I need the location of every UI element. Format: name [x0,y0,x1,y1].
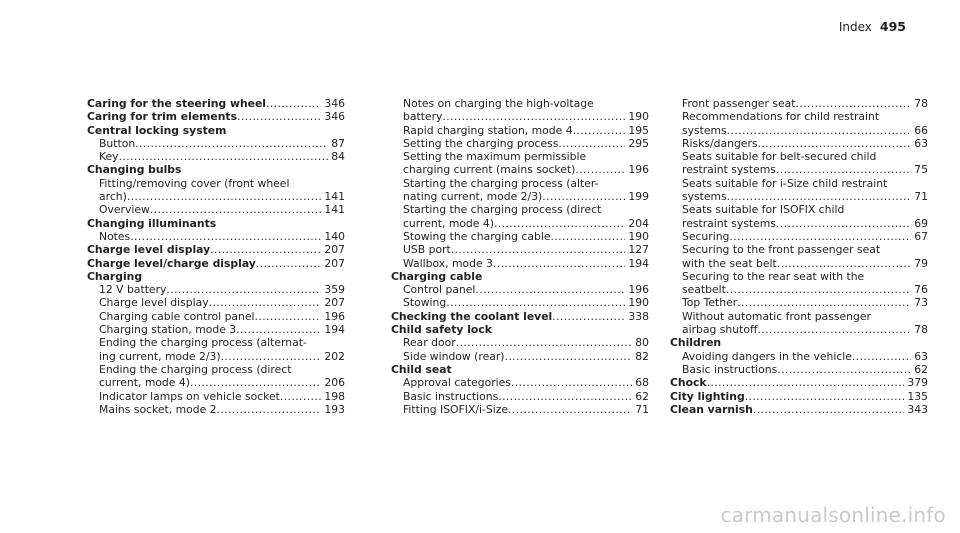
page-reference: 62 [635,389,649,403]
entry-label: current, mode 4) [403,216,494,230]
index-entry-text: Ending the charging process (alternat- [99,336,307,350]
index-entry [391,336,649,349]
index-column-2 [391,97,649,416]
page-reference: 63 [914,349,928,363]
index-entry [670,163,928,176]
index-heading: Central locking system [87,123,227,137]
leader-dots [542,190,625,203]
entry-label: Rear door [403,336,456,350]
leader-dots [729,230,911,243]
page-reference: 206 [324,376,345,390]
index-entry-text: Seats suitable for belt-secured child [682,150,877,164]
page-reference: 62 [914,362,928,376]
leader-dots [498,390,632,403]
entry-label: charging current (mains socket) [403,163,576,177]
leader-dots [451,243,626,256]
index-entry [87,296,345,309]
page-reference: 71 [914,190,928,204]
page-reference: 196 [628,283,649,297]
entry-label: Charge level display [87,243,211,257]
index-entry-text: Ending the charging process (direct [99,362,292,376]
page-reference: 207 [324,256,345,270]
leader-dots [776,217,911,230]
index-entry [670,323,928,336]
index-heading [87,97,345,110]
entry-label: Avoiding dangers in the vehicle [682,349,852,363]
index-entry [670,296,928,309]
section-label: Index [838,20,872,34]
index-heading: Child safety lock [391,323,492,337]
page-reference: 68 [635,376,649,390]
page-reference: 67 [914,229,928,243]
leader-dots [127,190,322,203]
entry-label: Wallbox, mode 3 [403,256,493,270]
entry-label: Charging cable control panel [99,309,255,323]
index-heading: Changing bulbs [87,163,182,177]
leader-dots [727,124,912,137]
index-entry-text: Fitting/removing cover (front wheel [99,176,290,190]
page-reference: 76 [914,283,928,297]
leader-dots [494,217,625,230]
entry-label: Rapid charging station, mode 4 [403,123,573,137]
index-heading: Charging cable [391,269,483,283]
page-reference: 80 [635,336,649,350]
entry-label: Front passenger seat [682,97,796,110]
leader-dots [550,230,625,243]
index-entry [391,124,649,137]
entry-label: Button [99,136,136,150]
leader-dots [210,243,321,256]
index-heading [670,390,928,403]
entry-label: Key [99,150,119,164]
index-heading [670,403,928,416]
leader-dots [795,97,911,110]
page-reference: 202 [324,349,345,363]
entry-label: City lighting [670,389,745,403]
page-reference: 198 [324,389,345,403]
index-entry-text: Notes on charging the high-voltage [403,97,594,110]
page-reference: 207 [324,243,345,257]
index-entry [670,124,928,137]
page-reference: 127 [628,243,649,257]
page-reference: 195 [628,123,649,137]
page-reference: 207 [324,296,345,310]
leader-dots [852,350,911,363]
index-entry [670,190,928,203]
leader-dots [255,310,322,323]
leader-dots [726,283,911,296]
leader-dots [456,336,633,349]
leader-dots [217,403,322,416]
leader-dots [776,163,911,176]
page-reference: 87 [331,136,345,150]
index-entry [391,137,649,150]
index-entry [391,283,649,296]
entry-label: Clean varnish [670,402,753,416]
leader-dots [266,97,321,110]
entry-label: Overview [99,203,150,217]
page-reference: 79 [914,256,928,270]
leader-dots [256,257,322,270]
index-entry [87,203,345,216]
leader-dots [237,110,321,123]
page-reference: 346 [324,110,345,124]
leader-dots [777,363,911,376]
page-reference: 193 [324,402,345,416]
page-reference: 66 [914,123,928,137]
entry-label: seatbelt [682,283,726,297]
leader-dots [130,230,321,243]
leader-dots [707,376,905,389]
page-number: 495 [879,19,906,34]
leader-dots [575,163,625,176]
leader-dots [236,323,321,336]
index-heading: Changing illuminants [87,216,217,230]
page-reference: 379 [907,376,928,390]
index-entry [670,283,928,296]
leader-dots [150,203,322,216]
entry-label: Risks/dangers [682,136,758,150]
index-heading: Child seat [391,362,452,376]
leader-dots [493,257,625,270]
index-entry [670,363,928,376]
page-reference: 84 [331,150,345,164]
index-entry-text: Recommendations for child restraint [682,110,880,124]
entry-label: nating current, mode 2/3) [403,190,543,204]
entry-label: Basic instructions [403,389,499,403]
page-reference: 69 [914,216,928,230]
leader-dots [508,403,632,416]
index-entry [391,230,649,243]
leader-dots [505,350,633,363]
page-reference: 190 [628,229,649,243]
page-reference: 338 [628,309,649,323]
index-entry [87,350,345,363]
index-heading [87,257,345,270]
index-entry [87,310,345,323]
page-reference: 196 [324,309,345,323]
index-entry [87,283,345,296]
entry-label: battery [403,110,443,124]
page-reference: 190 [628,110,649,124]
page-reference: 78 [914,323,928,337]
page-header [839,19,906,34]
leader-dots [745,390,905,403]
index-entry [670,137,928,150]
index-heading [391,310,649,323]
index-entry-text: Seats suitable for ISOFIX child [682,203,845,217]
entry-label: systems [682,123,727,137]
leader-dots [209,296,322,309]
entry-label: Chock [670,376,707,390]
index-entry [87,390,345,403]
entry-label: current, mode 4) [99,376,190,390]
leader-dots [190,376,321,389]
page-reference: 63 [914,136,928,150]
index-entry [87,137,345,150]
entry-label: Charge level/charge display [87,256,256,270]
entry-label: Mains socket, mode 2 [99,402,217,416]
page-reference: 141 [324,190,345,204]
entry-label: Notes [99,229,131,243]
entry-label: restraint systems [682,216,776,230]
leader-dots [280,390,322,403]
page-reference: 71 [635,402,649,416]
entry-label: Checking the coolant level [391,309,553,323]
index-column-3 [670,97,928,416]
entry-label: restraint systems [682,163,776,177]
page-reference: 140 [324,229,345,243]
index-entry-text: Starting the charging process (alter- [403,176,599,190]
page-reference: 194 [628,256,649,270]
page-reference: 194 [324,323,345,337]
index-entry-text: Securing to the rear seat with the [682,269,865,283]
page-reference: 75 [914,163,928,177]
index-entry [391,350,649,363]
leader-dots [511,376,632,389]
index-column-1 [87,97,345,416]
entry-label: Basic instructions [682,362,778,376]
page-reference: 343 [907,402,928,416]
index-entry [87,403,345,416]
page-reference: 141 [324,203,345,217]
entry-label: Fitting ISOFIX/i-Size [403,402,509,416]
entry-label: Setting the charging process [403,136,559,150]
entry-label: airbag shutoff [682,323,758,337]
entry-label: systems [682,190,727,204]
index-entry [391,243,649,256]
index-entry [87,190,345,203]
entry-label: Charge level display [99,296,209,310]
index-entry [391,296,649,309]
page-reference: 135 [907,389,928,403]
page-reference: 199 [628,190,649,204]
index-entry [87,230,345,243]
leader-dots [552,310,625,323]
index-entry-text: Starting the charging process (direct [403,203,602,217]
entry-label: Top Tether [682,296,738,310]
page-reference: 73 [914,296,928,310]
entry-label: Stowing [403,296,447,310]
leader-dots [446,296,625,309]
entry-label: arch) [99,190,127,204]
leader-dots [166,283,321,296]
page-reference: 346 [324,97,345,110]
leader-dots [442,110,625,123]
entry-label: ing current, mode 2/3) [99,349,221,363]
index-entry [391,217,649,230]
index-entry [87,323,345,336]
index-entry [391,403,649,416]
index-entry [670,97,928,110]
leader-dots [221,350,322,363]
leader-dots [777,257,911,270]
index-entry-text: Setting the maximum permissible [403,150,587,164]
index-heading [87,110,345,123]
entry-label: with the seat belt [682,256,777,270]
entry-label: Securing [682,229,730,243]
index-entry [391,190,649,203]
page-reference: 295 [628,136,649,150]
page-reference: 196 [628,163,649,177]
index-entry [391,376,649,389]
leader-dots [737,296,911,309]
index-entry [87,376,345,389]
entry-label: Indicator lamps on vehicle socket [99,389,280,403]
entry-label: USB port [403,243,451,257]
index-entry [391,163,649,176]
index-heading [670,376,928,389]
index-entry [391,390,649,403]
leader-dots [758,137,912,150]
leader-dots [119,150,329,163]
page-reference: 204 [628,216,649,230]
leader-dots [727,190,912,203]
index-entry-text: Seats suitable for i-Size child restraint [682,176,888,190]
leader-dots [558,137,625,150]
leader-dots [757,323,911,336]
entry-label: Side window (rear) [403,349,505,363]
leader-dots [573,124,626,137]
page-reference: 190 [628,296,649,310]
index-heading: Charging [87,269,143,283]
index-entry [670,217,928,230]
index-heading: Children [670,336,722,350]
index-entry [87,150,345,163]
entry-label: Stowing the charging cable [403,229,551,243]
leader-dots [753,403,905,416]
entry-label: Control panel [403,283,476,297]
index-entry [391,110,649,123]
index-entry [670,257,928,270]
entry-label: Charging station, mode 3 [99,323,237,337]
page-reference: 82 [635,349,649,363]
index-entry [670,230,928,243]
entry-label: Caring for the steering wheel [87,97,266,110]
index-entry [391,257,649,270]
leader-dots [475,283,625,296]
index-entry-text: Without automatic front passenger [682,309,871,323]
index-heading [87,243,345,256]
entry-label: Approval categories [403,376,511,390]
index-entry-text: Securing to the front passenger seat [682,243,881,257]
page-reference: 359 [324,283,345,297]
index-entry [670,350,928,363]
page-reference: 78 [914,97,928,110]
leader-dots [135,137,328,150]
entry-label: 12 V battery [99,283,167,297]
entry-label: Caring for trim elements [87,110,237,124]
watermark: carmanualsonline.info [720,503,946,527]
